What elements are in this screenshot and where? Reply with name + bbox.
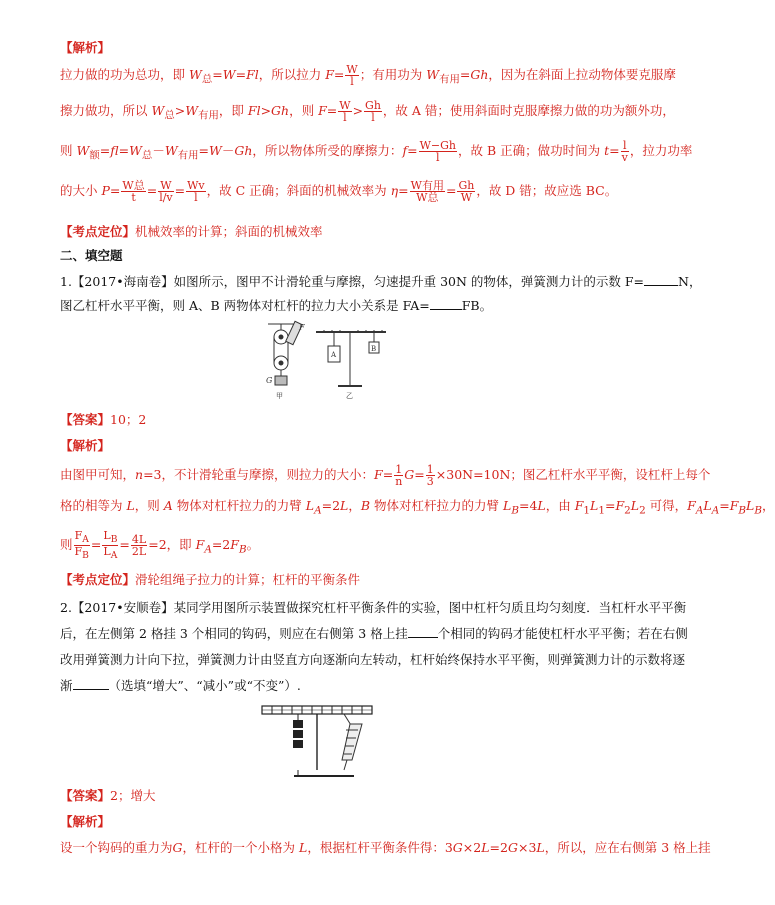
analysis1-line4: 的大小 P= $\frac{\text{W总}}{t}$ = $\frac{W}{l/v}$ = $\frac{Wv}{l}$ ，故 C 正确；斜面的机械效率为 η= $\frac{\text{W有用}}{\text{W总}}$ = $\frac{Gh}{W}$ ，故 D 错；故应选 BC。 xyxy=(60,179,618,204)
analysis-heading: 【解析】 xyxy=(60,40,111,55)
q2-line3: 改用弹簧测力计向下拉，弹簧测力计由竖直方向逐渐向左转动，杠杆始终保持水平平衡，则弹簧测力计的示数将逐 xyxy=(60,652,686,667)
answer1: 【答案】10；2 xyxy=(60,412,147,427)
analysis2-heading: 【解析】 xyxy=(60,438,111,453)
q1-fig-yi: 乙 xyxy=(346,392,353,400)
q1-line2: 图乙杠杆水平平衡，则 A、B 两物体对杠杆的拉力大小关系是 FA= FB。 xyxy=(60,298,493,313)
analysis2-line3: 则 $\frac{F_A}{F_B}$ = $\frac{L_B}{L_A}$ = $\frac{4L}{2L}$ =2，即 $F_A=2F_B$。 xyxy=(60,529,260,562)
q2-lever-figure xyxy=(258,700,378,782)
q1-line1: 1.【2017•海南卷】如图所示，图甲不计滑轮重与摩擦，匀速提升重 30N 的物体，弹簧测力计的示数 F= N， xyxy=(60,274,702,289)
analysis1-line2: 擦力做功，所以 $W_总>W_{有用}$，即 Fl>Gh，则 F= $\frac{W}{l}$ > $\frac{Gh}{l}$ ，故 A 错；使用斜面时克服摩擦力做的功为额外功， xyxy=(60,99,675,124)
kaodian2: 【考点定位】滑轮组绳子拉力的计算；杠杆的平衡条件 xyxy=(60,572,361,587)
q1-blank-2[interactable] xyxy=(430,297,462,310)
analysis2-line1: 由图甲可知，n=3，不计滑轮重与摩擦，则拉力的大小：F= $\frac{1}{n}$ G= $\frac{1}{3}$ ×30N=10N；图乙杠杆水平平衡，设杠杆上每个 xyxy=(60,463,711,488)
hook-weights xyxy=(293,720,303,748)
q1-fig-B: B xyxy=(371,345,377,353)
analysis1-line3: 则 $W_额=fl=W_总-W_{有用}=W-Gh$，所以物体所受的摩擦力：f= $\frac{W-Gh}{l}$ ，故 B 正确；做功时间为 t= $\frac{l}{v}$ ，拉力功率 xyxy=(60,139,693,164)
spring-scale xyxy=(342,714,362,770)
pulley-diagram xyxy=(268,321,302,385)
q1-fig-F: F xyxy=(299,323,305,332)
analysis1-line1: 拉力做的功为总功，即 $W_总=W=Fl$，所以拉力 F= $\frac{W}{l}$ ；有用功为 $W_{有用}=Gh$，因为在斜面上拉动物体要克服摩 xyxy=(60,63,676,88)
q1-blank-1[interactable] xyxy=(644,273,678,286)
q1-fig-G: G xyxy=(266,376,273,385)
analysis3-heading: 【解析】 xyxy=(60,814,111,829)
q1-fig-A: A xyxy=(331,351,337,359)
q2-blank-2[interactable] xyxy=(73,677,109,690)
section-title: 二、填空题 xyxy=(60,248,123,263)
lever-diagram xyxy=(316,330,386,386)
q1-figure xyxy=(262,320,392,402)
q2-blank-1[interactable] xyxy=(408,625,438,638)
q2-line1: 2.【2017•安顺卷】某同学用图所示装置做探究杠杆平衡条件的实验，图中杠杆匀质且均匀刻度．当杠杆水平平衡 xyxy=(60,600,687,615)
answer2: 【答案】2；增大 xyxy=(60,788,156,803)
analysis3-line1: 设一个钩码的重力为G，杠杆的一个小格为 L，根据杠杆平衡条件得：3G×2L=2G×3L，所以，应在右侧第 3 格上挂 xyxy=(60,840,711,855)
analysis2-line2: 格的相等为 L，则 A 物体对杠杆拉力的力臂 $L_A=2L$，B 物体对杠杆拉力的力臂 $L_B=4L$，由 $F_1L_1=F_2L_2$ 可得，$F_AL_A=F_BL_B$， xyxy=(60,498,775,517)
kaodian1: 【考点定位】机械效率的计算；斜面的机械效率 xyxy=(60,224,323,239)
q2-line4: 渐 （选填“增大”、“减小”或“不变”）. xyxy=(60,678,301,693)
q1-fig-jia: 甲 xyxy=(276,392,283,400)
q2-line2: 后，在左侧第 2 格挂 3 个相同的钩码，则应在右侧第 3 格上挂 个相同的钩码才能使杠杆水平平衡；若在右侧 xyxy=(60,626,688,641)
